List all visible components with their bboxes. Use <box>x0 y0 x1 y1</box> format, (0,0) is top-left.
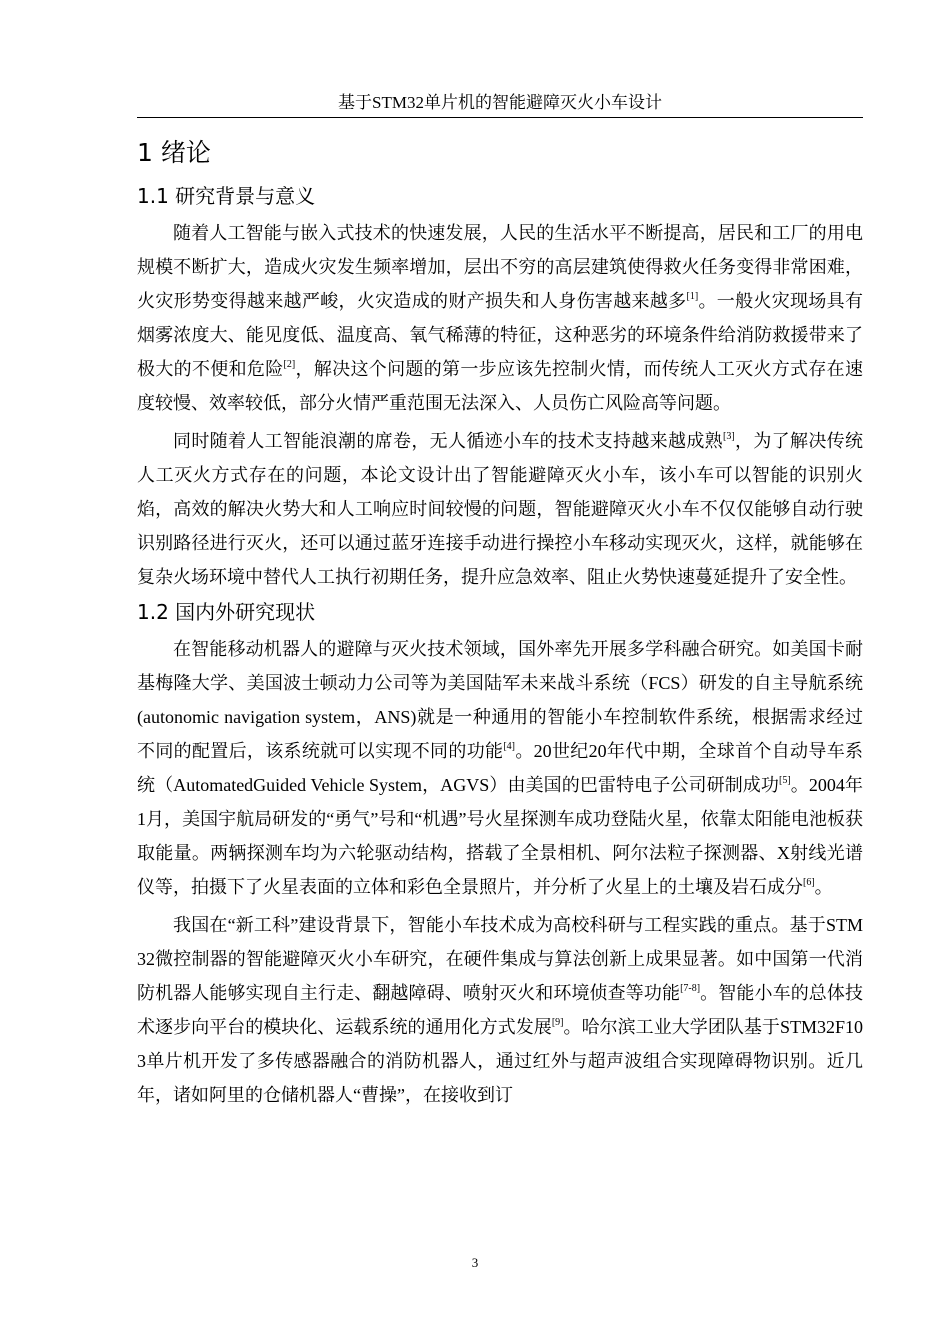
citation-marker: [4] <box>503 741 515 752</box>
text-run: 在智能移动机器人的避障与灭火技术领域，国外率先开展多学科融合研究。如美国卡耐基梅隆大学、美国波士顿动力公司等为美国陆军未来战斗系统（FCS）研发的自主导航系统(autonomic navigation system，ANS)就是一种通用的智能小车控制软件系统，根据需求经过不同的配置后，该系统就可以实现不同的功能 <box>137 639 863 761</box>
text-run: ，为了解决传统人工灭火方式存在的问题，本论文设计出了智能避障灭火小车，该小车可以智能的识别火焰，高效的解决火势大和人工响应时间较慢的问题，智能避障灭火小车不仅仅能够自动行驶识别路径进行灭火，还可以通过蓝牙连接手动进行操控小车移动实现灭火，这样，就能够在复杂火场环境中替代人工执行初期任务，提升应急效率、阻止火势快速蔓延提升了安全性。 <box>137 431 864 587</box>
text-run: ，解决这个问题的第一步应该先控制火情，而传统人工灭火方式存在速度较慢、效率较低，部分火情严重范围无法深入、人员伤亡风险高等问题。 <box>137 359 863 413</box>
text-run: 。 <box>814 877 833 897</box>
header-divider <box>137 117 863 118</box>
text-run: 随着人工智能与嵌入式技术的快速发展，人民的生活水平不断提高，居民和工厂的用电规模不断扩大，造成火灾发生频率增加，层出不穷的高层建筑使得救火任务变得非常困难，火灾形势变得越来越严峻，火灾造成的财产损失和人身伤害越来越多 <box>137 223 863 311</box>
paragraph <box>137 424 863 594</box>
body-content <box>137 133 863 1112</box>
citation-marker: [3] <box>723 431 735 442</box>
text-run: 。哈尔滨工业大学团队基于STM32F103单片机开发了多传感器融合的消防机器人，通过红外与超声波组合实现障碍物识别。近几年，诸如阿里的仓储机器人“曹操”，在接收到订 <box>137 1017 863 1105</box>
citation-marker: [7-8] <box>680 983 701 994</box>
running-header: 基于STM32单片机的智能避障灭火小车设计 <box>338 93 662 112</box>
chapter-heading: 1 绪论 <box>137 138 211 167</box>
text-run: 。20世纪20年代中期，全球首个自动导车系统（AutomatedGuided Vehicle System，AGVS）由美国的巴雷特电子公司研制成功 <box>137 741 864 795</box>
page-number: 3 <box>471 1255 479 1270</box>
section-heading: 1.1 研究背景与意义 <box>137 184 316 208</box>
paragraph <box>137 908 863 1112</box>
citation-marker: [1] <box>686 291 699 302</box>
paragraph <box>137 216 863 420</box>
text-run: 我国在“新工科”建设背景下，智能小车技术成为高校科研与工程实践的重点。基于STM32微控制器的智能避障灭火小车研究，在硬件集成与算法创新上成果显著。如中国第一代消防机器人能够实现自主行走、翻越障碍、喷射灭火和环境侦查等功能 <box>137 915 863 1003</box>
citation-marker: [9] <box>551 1017 564 1028</box>
text-run: 同时随着人工智能浪潮的席卷，无人循迹小车的技术支持越来越成熟 <box>173 431 723 451</box>
citation-marker: [5] <box>779 775 791 786</box>
text-run: 。智能小车的总体技术逐步向平台的模块化、运载系统的通用化方式发展 <box>137 983 864 1037</box>
paragraph <box>137 632 863 904</box>
text-run: 。2004年1月，美国宇航局研发的“勇气”号和“机遇”号火星探测车成功登陆火星，依靠太阳能电池板获取能量。两辆探测车均为六轮驱动结构，搭载了全景相机、阿尔法粒子探测器、X射线光谱仪等，拍摄下了火星表面的立体和彩色全景照片，并分析了火星上的土壤及岩石成分 <box>137 775 863 897</box>
text-run: 。一般火灾现场具有烟雾浓度大、能见度低、温度高、氧气稀薄的特征，这种恶劣的环境条件给消防救援带来了极大的不便和危险 <box>137 291 864 379</box>
citation-marker: [2] <box>283 359 296 370</box>
section-heading: 1.2 国内外研究现状 <box>137 600 316 624</box>
citation-marker: [6] <box>803 877 815 888</box>
